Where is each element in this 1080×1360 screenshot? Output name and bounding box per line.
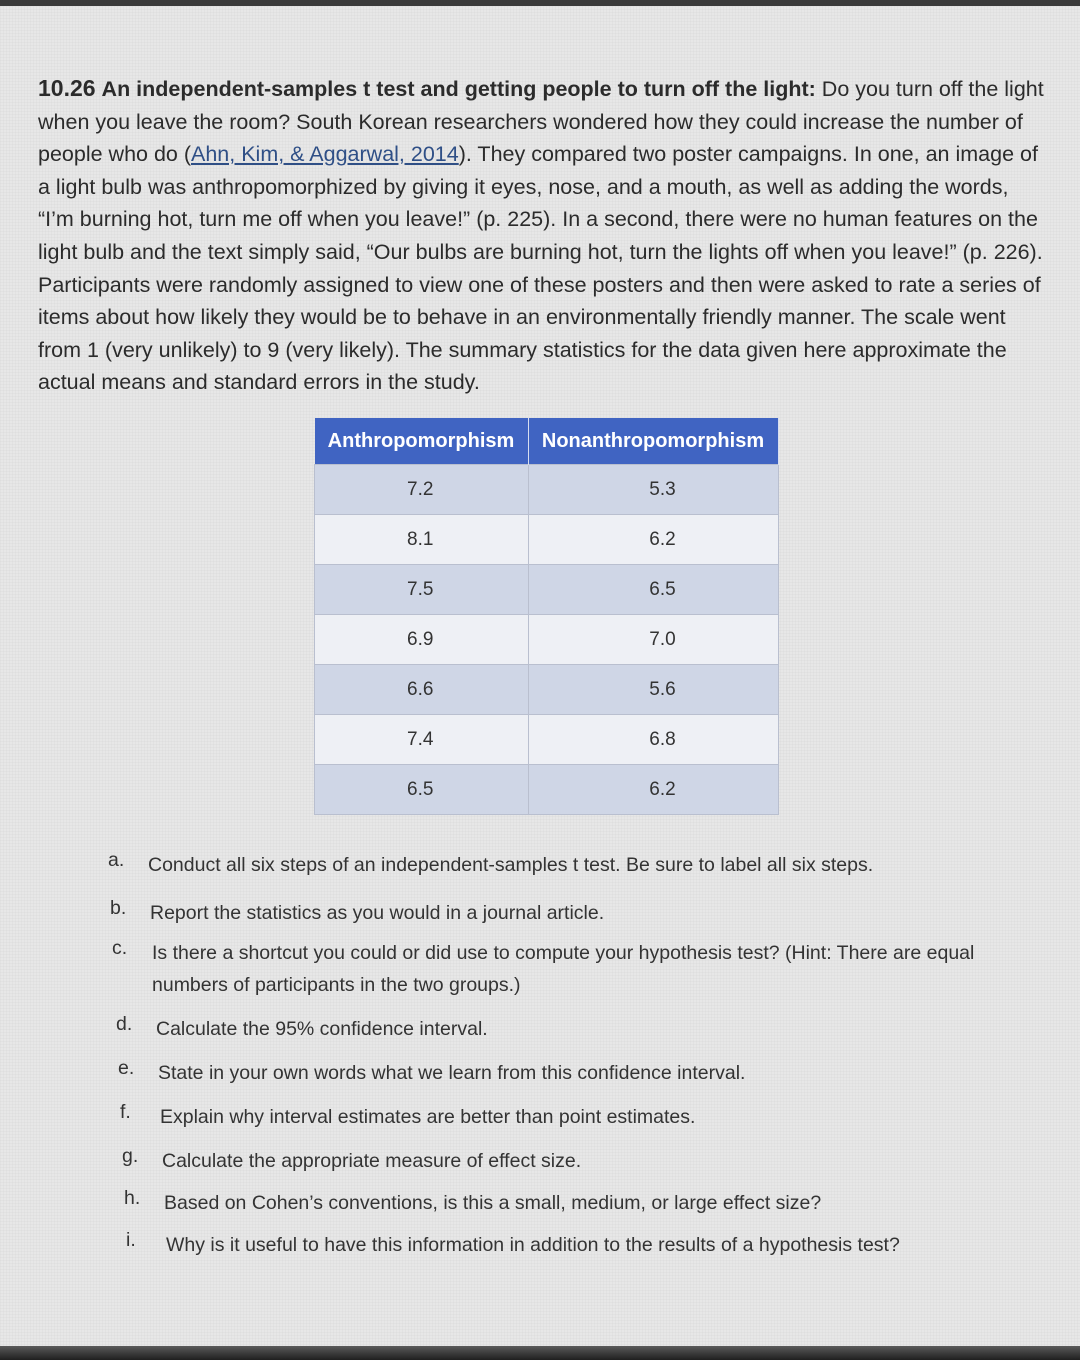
problem-text-1: Do you turn off the light when you leave the room? South Korean researchers wondered how they could increase the number of people who do ( bbox=[38, 77, 1044, 167]
citation-link[interactable]: Ahn, Kim, & Aggarwal, 2014 bbox=[191, 142, 459, 167]
table-row bbox=[315, 715, 779, 765]
question-item bbox=[124, 1187, 1024, 1219]
question-letter: e. bbox=[118, 1057, 135, 1079]
cell-nonanthro: 7.0 bbox=[528, 615, 778, 665]
cell-anthro: 6.6 bbox=[315, 665, 529, 715]
question-letter: c. bbox=[112, 937, 128, 959]
question-text: Calculate the appropriate measure of effect size. bbox=[162, 1150, 582, 1172]
question-text: Conduct all six steps of an independent-samples t test. Be sure to label all six steps. bbox=[148, 854, 874, 876]
question-letter: g. bbox=[122, 1145, 139, 1167]
table-row bbox=[315, 565, 779, 615]
problem-statement bbox=[38, 72, 1050, 399]
table-row bbox=[315, 465, 779, 515]
cell-nonanthro: 6.2 bbox=[528, 765, 778, 815]
question-text: Why is it useful to have this information in addition to the results of a hypothesis test? bbox=[166, 1234, 900, 1256]
question-text: Based on Cohen’s conventions, is this a small, medium, or large effect size? bbox=[164, 1192, 822, 1214]
monitor-bezel bbox=[0, 1346, 1080, 1360]
question-text: Calculate the 95% confidence interval. bbox=[156, 1018, 488, 1040]
cell-anthro: 7.4 bbox=[315, 715, 529, 765]
question-item bbox=[120, 1101, 1020, 1133]
cell-nonanthro: 5.3 bbox=[528, 465, 778, 515]
cell-nonanthro: 5.6 bbox=[528, 665, 778, 715]
problem-title: An independent-samples t test and getting people to turn off the light: bbox=[101, 77, 816, 101]
question-item bbox=[122, 1145, 1022, 1177]
cell-anthro: 7.2 bbox=[315, 465, 529, 515]
cell-anthro: 8.1 bbox=[315, 515, 529, 565]
cell-nonanthro: 6.2 bbox=[528, 515, 778, 565]
question-item bbox=[116, 1013, 1016, 1045]
question-letter: d. bbox=[116, 1013, 133, 1035]
question-letter: a. bbox=[108, 849, 125, 871]
question-letter: i. bbox=[126, 1229, 136, 1251]
question-letter: f. bbox=[120, 1101, 131, 1123]
question-text: Explain why interval estimates are better than point estimates. bbox=[160, 1106, 696, 1128]
table-row bbox=[315, 515, 779, 565]
table-row bbox=[315, 665, 779, 715]
problem-number: 10.26 bbox=[38, 75, 96, 101]
question-item bbox=[108, 849, 1008, 881]
table-header-row bbox=[315, 418, 779, 465]
question-item bbox=[118, 1057, 1018, 1089]
question-item bbox=[126, 1229, 1026, 1261]
question-text: Is there a shortcut you could or did use to compute your hypothesis test? (Hint: There are equal numbers of participants in the two groups.) bbox=[152, 942, 975, 996]
header-anthropomorphism: Anthropomorphism bbox=[315, 418, 529, 465]
question-item bbox=[112, 937, 1022, 1001]
question-text: Report the statistics as you would in a journal article. bbox=[150, 902, 605, 924]
cell-anthro: 6.5 bbox=[315, 765, 529, 815]
cell-anthro: 7.5 bbox=[315, 565, 529, 615]
table-row bbox=[315, 615, 779, 665]
question-letter: h. bbox=[124, 1187, 141, 1209]
problem-text-2: ). They compared two poster campaigns. In one, an image of a light bulb was anthropomorphized by giving it eyes, nose, and a mouth, as well as adding the words, “I’m burning hot, turn me off when you leave!” (p. 225). In a second, there were no human features on the light bulb and the text simply said, “Our bulbs are burning hot, turn the lights off when you leave!” (p. 226). Participants were randomly assigned to view one of these posters and then were asked to rate a series of items about how likely they would be to behave in an environmentally friendly manner. The scale went from 1 (very unlikely) to 9 (very likely). The summary statistics for the data given here approximate the actual means and standard errors in the study. bbox=[38, 142, 1043, 395]
cell-anthro: 6.9 bbox=[315, 615, 529, 665]
question-letter: b. bbox=[110, 897, 127, 919]
cell-nonanthro: 6.5 bbox=[528, 565, 778, 615]
question-item bbox=[110, 897, 1010, 929]
table-row bbox=[315, 765, 779, 815]
question-text: State in your own words what we learn from this confidence interval. bbox=[158, 1062, 746, 1084]
header-nonanthropomorphism: Nonanthropomorphism bbox=[528, 418, 778, 465]
data-table bbox=[314, 418, 779, 815]
cell-nonanthro: 6.8 bbox=[528, 715, 778, 765]
